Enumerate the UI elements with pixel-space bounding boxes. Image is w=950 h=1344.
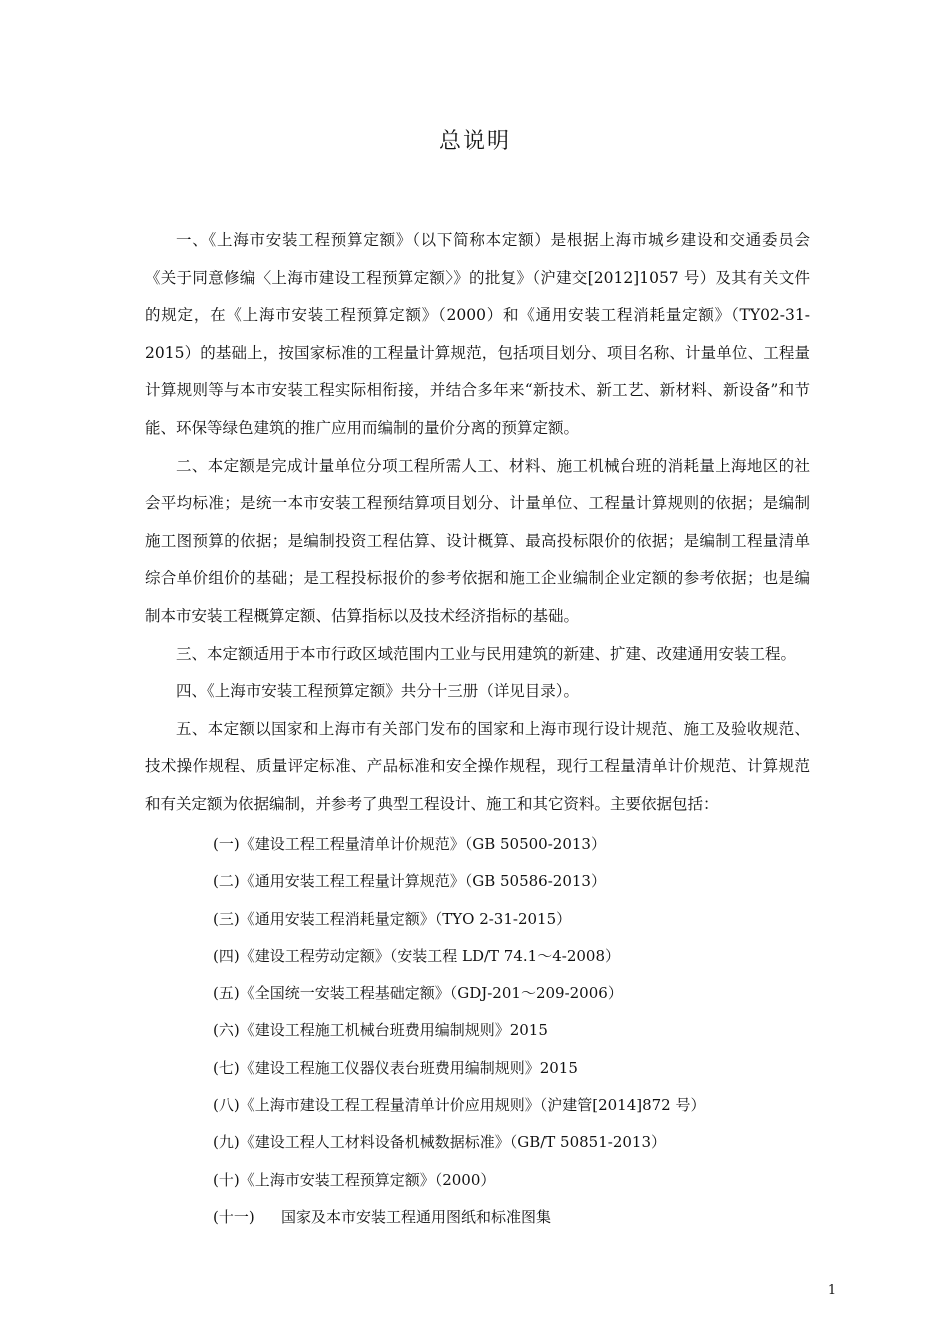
paragraph-1: 一、《上海市安装工程预算定额》（以下简称本定额）是根据上海市城乡建设和交通委员会《关于同意修编〈上海市建设工程预算定额〉》的批复》（沪建交[2012]1057 号）及其有关文件的规定，在《上海市安装工程预算定额》（2000）和《通用安装工程消耗量定额》（TY02-31-2015）的基础上，按国家标准的工程量计算规范，包括项目划分、项目名称、计量单位、工程量计算规则等与本市安装工程实际相衔接，并结合多年来“新技术、新工艺、新材料、新设备”和节能、环保等绿色建筑的推广应用而编制的量价分离的预算定额。 (145, 231, 810, 437)
reference-text: 《建设工程人工材料设备机械数据标准》（GB/T 50851-2013） (239, 1133, 667, 1152)
reference-text: 《通用安装工程消耗量定额》（TYO 2-31-2015） (239, 909, 572, 928)
reference-item (213, 1199, 813, 1236)
reference-item (213, 938, 813, 975)
reference-text: 《建设工程施工仪器仪表台班费用编制规则》2015 (239, 1058, 578, 1077)
paragraph-5: 五、本定额以国家和上海市有关部门发布的国家和上海市现行设计规范、施工及验收规范、技术操作规程、质量评定标准、产品标准和安全操作规程，现行工程量清单计价规范、计算规范和有关定额为依据编制，并参考了典型工程设计、施工和其它资料。主要依据包括： (145, 719, 810, 813)
reference-list (213, 826, 813, 1236)
reference-number: (七) (213, 1058, 240, 1077)
reference-text: 国家及本市安装工程通用图纸和标准图集 (281, 1207, 552, 1226)
reference-number: (二) (213, 872, 240, 891)
reference-item (213, 863, 813, 900)
reference-number: (九) (213, 1133, 240, 1152)
reference-text: 《上海市安装工程预算定额》（2000） (239, 1170, 496, 1189)
reference-number: (五) (213, 984, 240, 1003)
paragraph-3: 三、本定额适用于本市行政区域范围内工业与民用建筑的新建、扩建、改建通用安装工程。 (176, 644, 797, 663)
reference-text: 《全国统一安装工程基础定额》（GDJ-201～209-2006） (239, 984, 623, 1003)
reference-number: (一) (213, 835, 240, 853)
reference-item (213, 901, 813, 938)
reference-item (213, 1087, 813, 1124)
page-number: 1 (827, 1283, 837, 1298)
page-title: 总说明 (438, 129, 511, 154)
body-text (145, 222, 810, 824)
reference-text: 《上海市建设工程工程量清单计价应用规则》（沪建管[2014]872 号） (239, 1096, 706, 1115)
reference-number: (六) (213, 1021, 240, 1040)
reference-item (213, 1124, 813, 1161)
reference-text: 《建设工程施工机械台班费用编制规则》2015 (239, 1021, 548, 1040)
reference-number: (八) (213, 1096, 240, 1115)
reference-text: 《建设工程劳动定额》（安装工程 LD/T 74.1～4-2008） (239, 946, 620, 965)
paragraph-4: 四、《上海市安装工程预算定额》共分十三册（详见目录）。 (176, 682, 580, 701)
reference-item (213, 826, 813, 863)
reference-number: (三) (213, 909, 240, 928)
reference-number: (十一) (213, 1207, 255, 1226)
reference-item (213, 1050, 813, 1087)
reference-text: 《通用安装工程工程量计算规范》（GB 50586-2013） (239, 872, 606, 891)
paragraph-2: 二、本定额是完成计量单位分项工程所需人工、材料、施工机械台班的消耗量上海地区的社会平均标准；是统一本市安装工程预结算项目划分、计量单位、工程量计算规则的依据；是编制施工图预算的依据；是编制投资工程估算、设计概算、最高投标限价的依据；是编制工程量清单综合单价组价的基础；是工程投标报价的参考依据和施工企业编制企业定额的参考依据；也是编制本市安装工程概算定额、估算指标以及技术经济指标的基础。 (145, 456, 810, 625)
reference-text: 《建设工程工程量清单计价规范》（GB 50500-2013） (239, 835, 606, 853)
reference-item (213, 1162, 813, 1199)
reference-number: (四) (213, 946, 240, 965)
reference-item (213, 975, 813, 1012)
reference-number: (十) (213, 1170, 240, 1189)
reference-item (213, 1012, 813, 1049)
